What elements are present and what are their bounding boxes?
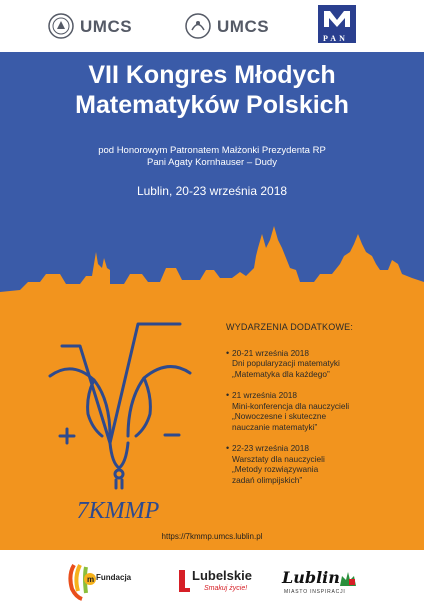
- bullet-icon: •: [226, 443, 230, 453]
- umcs-emblem-icon: [185, 13, 211, 39]
- top-logo-strip: [0, 0, 424, 52]
- umcs-logo-1-text: UMCS: [80, 16, 133, 36]
- congress-title: [0, 60, 424, 120]
- fundacja-logo-text: Fundacja: [96, 573, 132, 582]
- congress-website-link[interactable]: https://7kmmp.umcs.lublin.pl: [161, 532, 263, 541]
- lubelskie-emblem-icon: [176, 568, 192, 594]
- lublin-emblem-icon: [338, 570, 358, 588]
- event-1-desc-1: Dni popularyzacji matematyki: [232, 358, 340, 368]
- fundacja-logo: [66, 561, 136, 601]
- event-3-desc-3: zadań olimpijskich”: [232, 474, 303, 485]
- event-item-1: [218, 348, 418, 380]
- event-2-desc-1: Mini-konferencja dla nauczycieli: [232, 400, 350, 411]
- events-heading: WYDARZENIA DODATKOWE:: [226, 322, 354, 332]
- congress-title-line-2: Matematyków Polskich: [75, 91, 349, 119]
- patronage-text: [0, 145, 424, 169]
- lublin-city-logo: [282, 568, 372, 600]
- patronage-line-2: Pani Agaty Kornhauser – Dudy: [147, 157, 277, 168]
- bullet-icon: •: [226, 347, 230, 358]
- lublin-tagline: MIASTO INSPIRACJI: [284, 589, 346, 595]
- event-date-location: Lublin, 20-23 września 2018: [136, 184, 288, 198]
- umcs-emblem-icon: [48, 13, 74, 39]
- lublin-skyline-silhouette: [0, 204, 424, 314]
- pan-logo-text: PAN: [323, 34, 348, 43]
- fundacja-emblem-icon: [66, 561, 100, 601]
- umcs-logo-1: [48, 10, 132, 42]
- bullet-icon: •: [226, 390, 230, 400]
- event-3-desc-1: Warsztaty dla nauczycieli: [232, 453, 325, 464]
- lubelskie-tagline: Smakuj życie!: [204, 585, 248, 592]
- umcs-logo-2-text: UMCS: [217, 16, 270, 36]
- event-1-date: 20-21 września 2018: [232, 347, 310, 358]
- event-2-desc-3: nauczanie matematyki”: [232, 421, 318, 432]
- event-2-date: 21 września 2018: [232, 390, 298, 400]
- 7kmmp-logo: [40, 318, 200, 528]
- event-3-desc-2: „Metody rozwiązywania: [232, 464, 319, 474]
- svg-text:m: m: [87, 575, 95, 584]
- pan-logo: [318, 8, 356, 43]
- event-2-desc-2: „Nowoczesne i skuteczne: [232, 411, 327, 421]
- lublin-logo-text: Lublin: [282, 568, 340, 587]
- congress-title-line-1: VII Kongres Młodych: [88, 61, 336, 89]
- patronage-line-1: pod Honorowym Patronatem Małżonki Prezydenta RP: [98, 145, 326, 156]
- umcs-logo-2: [185, 10, 269, 42]
- event-item-2: [218, 390, 418, 432]
- additional-events: [218, 322, 418, 496]
- event-1-desc-2: „Matematyka dla każdego”: [232, 368, 330, 379]
- lubelskie-logo-text: Lubelskie: [192, 568, 252, 583]
- lubelskie-logo: [176, 566, 256, 596]
- 7kmmp-logo-text: 7KMMP: [76, 498, 160, 524]
- event-item-3: [218, 443, 418, 485]
- event-3-date: 22-23 września 2018: [232, 443, 310, 453]
